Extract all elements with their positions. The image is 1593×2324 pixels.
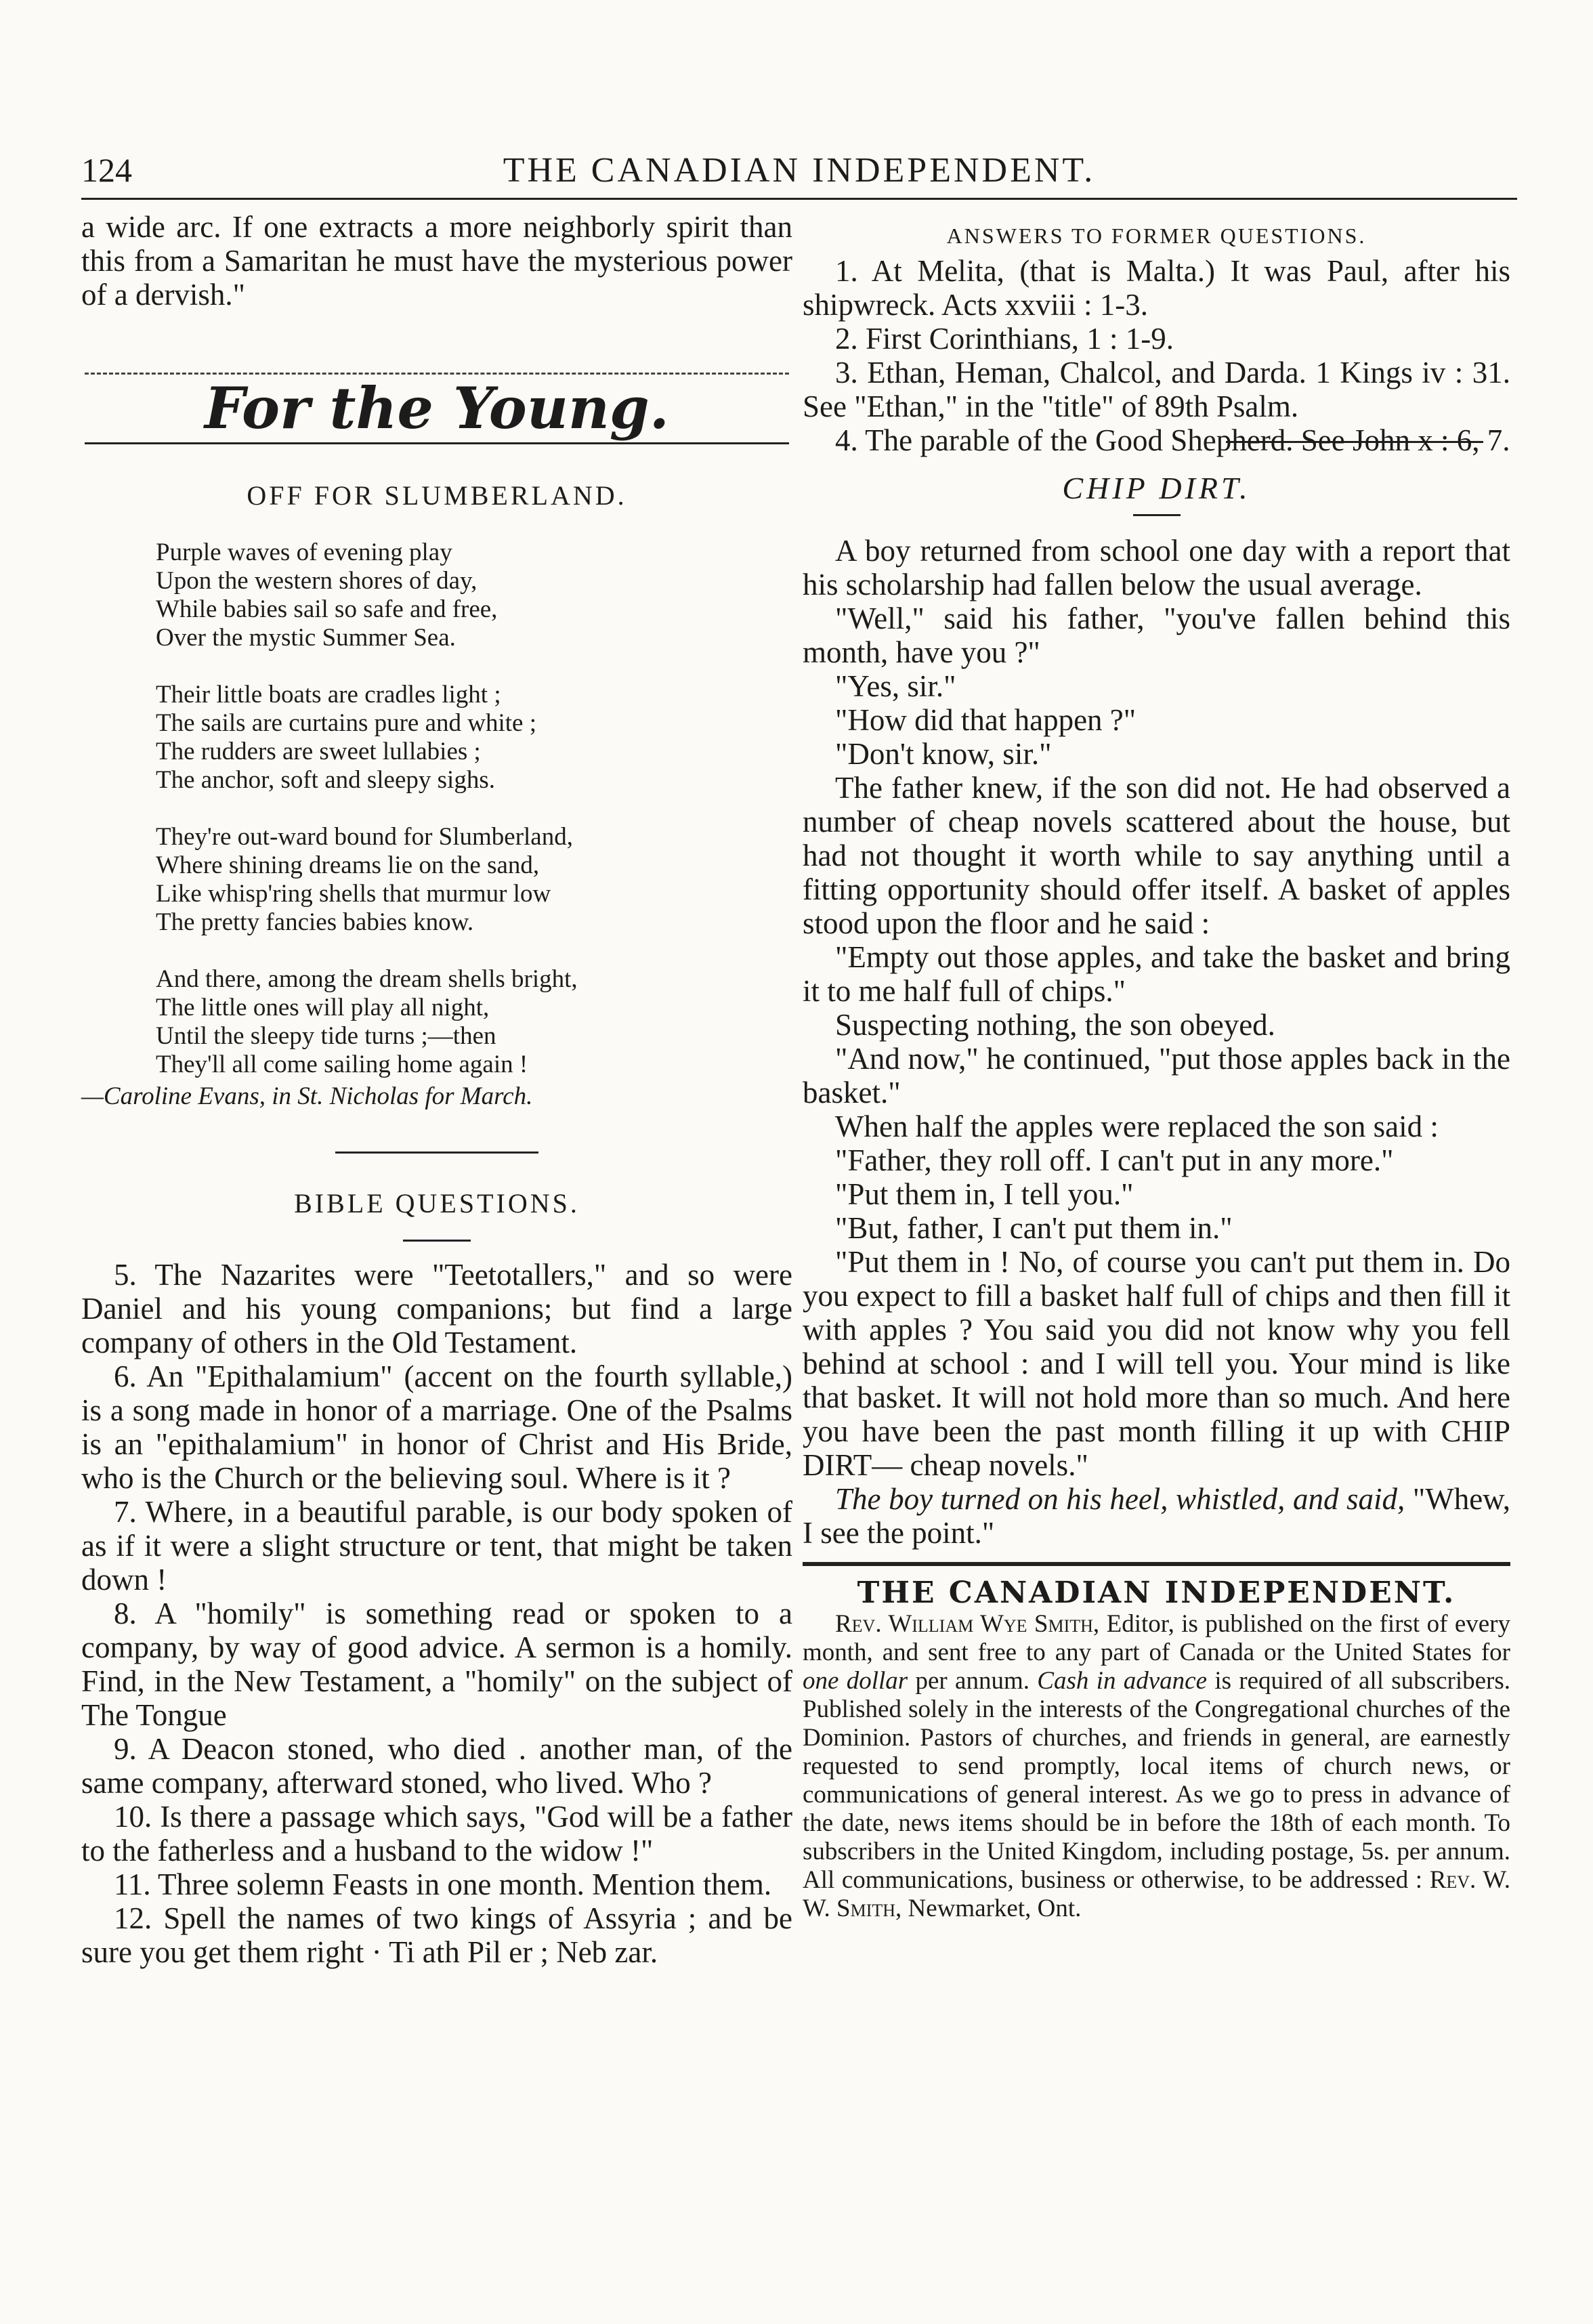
poem-line: They're out-ward bound for Slumberland, — [156, 823, 573, 851]
poem-line: And there, among the dream shells bright, — [156, 965, 578, 993]
bible-questions-title: BIBLE QUESTIONS. — [294, 1188, 580, 1219]
story-paragraph: "Well," said his father, "you've fallen behind this month, have you ?" — [803, 601, 1510, 669]
poem-line: While babies sail so safe and free, — [156, 595, 498, 623]
poem-line: Like whisp'ring shells that murmur low — [156, 880, 551, 908]
story-paragraph: "But, father, I can't put them in." — [835, 1211, 1233, 1245]
section-divider — [85, 442, 789, 444]
story-paragraph: "Father, they roll off. I can't put in any more." — [835, 1143, 1394, 1177]
left-column — [81, 210, 792, 1969]
answer-item: 2. First Corinthians, 1 : 1-9. — [835, 322, 1174, 356]
poem-line: The rudders are sweet lullabies ; — [156, 738, 481, 765]
story-closing-italic: The boy turned on his heel, whistled, and said, — [835, 1482, 1405, 1516]
poem-stanza — [156, 965, 792, 1079]
poem-attribution: —Caroline Evans, in St. Nicholas for March. — [81, 1082, 533, 1110]
answer-item: 1. At Melita, (that is Malta.) It was Paul, after his shipwreck. Acts xxviii : 1-3. — [803, 254, 1510, 322]
story-paragraph: "Put them in ! No, of course you can't put them in. Do you expect to fill a basket half full of chips and then fill it with apples ? You said you did not know why you fell behind at school : and I will tell you. Your mind is like that basket. It will not hold more than so much. And here you have been the past month filling it up with CHIP DIRT— cheap novels." — [803, 1245, 1510, 1482]
section-divider — [1133, 514, 1181, 516]
notice-text: per annum. — [908, 1667, 1038, 1695]
poem-line: Until the sleepy tide turns ;—then — [156, 1022, 496, 1050]
running-title: THE CANADIAN INDEPENDENT. — [503, 151, 1096, 190]
section-divider — [335, 1152, 538, 1154]
poem-stanza — [156, 681, 792, 795]
section-divider — [403, 1240, 471, 1242]
answer-item: 3. Ethan, Heman, Chalcol, and Darda. 1 Kings iv : 31. See "Ethan," in the "title" of 89th Psalm. — [803, 356, 1510, 423]
story-paragraph: The father knew, if the son did not. He had observed a number of cheap novels scattered about the house, but had not thought it worth while to say anything until a fitting opportunity should offer itself. A basket of apples stood upon the floor and he said : — [803, 771, 1510, 940]
notice-address-place: Newmarket, Ont. — [901, 1895, 1082, 1922]
chip-dirt-title: CHIP DIRT. — [1062, 471, 1251, 505]
notice-body — [803, 1610, 1510, 1923]
notice-price: one dollar — [803, 1667, 908, 1695]
poem-stanza — [156, 538, 792, 652]
story-paragraph: "How did that happen ?" — [835, 703, 1137, 737]
story-paragraph: "Don't know, sir." — [835, 737, 1052, 771]
notice-cash: Cash in advance — [1037, 1667, 1208, 1695]
answer-item: 4. The parable of the Good Shepherd. See John x : 6, 7. — [835, 423, 1510, 457]
story-paragraph: When half the apples were replaced the son said : — [835, 1110, 1439, 1143]
poem-line: Their little boats are cradles light ; — [156, 681, 501, 709]
poem-title: OFF FOR SLUMBERLAND. — [247, 480, 627, 511]
poem-line: The little ones will play all night, — [156, 994, 490, 1021]
bible-question: 8. A "homily" is something read or spoken to a company, by way of good advice. A sermon is a homily. Find, in the New Testament, a "homily" on the subject of The Tongue — [81, 1597, 792, 1732]
poem-line: The pretty fancies babies know. — [156, 908, 474, 936]
story-closing — [803, 1482, 1510, 1550]
poem-line: Purple waves of evening play — [156, 538, 452, 566]
poem-stanza — [156, 823, 792, 937]
poem-line: Upon the western shores of day, — [156, 567, 477, 595]
story-paragraph: "Yes, sir." — [835, 669, 956, 703]
notice-text: is required of all subscribers. Published solely in the interests of the Congregational churches of the Dominion. Pastors of churches, and friends in general, are earnestly requested to send promptly, local items of church news, or communications of general interest. As we go to press in advance of the date, news items should be in before the 18th of each month. To subscribers in the United Kingdom, including postage, 5s. per annum. All communications, business or otherwise, to be addressed : — [803, 1667, 1510, 1894]
poem-line: The anchor, soft and sleepy sighs. — [156, 766, 495, 794]
bible-question: 6. An "Epithalamium" (accent on the fourth syllable,) is a song made in honor of a marriage. One of the Psalms is an "epithalamium" in honor of Christ and His Bride, who is the Church or the believing soul. Where is it ? — [81, 1359, 792, 1495]
bible-question: 11. Three solemn Feasts in one month. Mention them. — [114, 1867, 772, 1901]
story-paragraph: "And now," he continued, "put those apples back in the basket." — [803, 1042, 1510, 1110]
editor-name: Rev. William Wye Smith, — [835, 1610, 1100, 1638]
header-rule — [81, 198, 1517, 200]
story-paragraph: A boy returned from school one day with a report that his scholarship had fallen below the usual average. — [803, 534, 1510, 601]
notice-address-name: Rev. W. W. Smith, — [803, 1866, 1510, 1922]
bible-question: 10. Is there a passage which says, "God will be a father to the fatherless and a husband to the widow !" — [81, 1800, 792, 1867]
poem-line: Where shining dreams lie on the sand, — [156, 851, 540, 879]
notice-text: Editor, is published on the first of every month, and sent free to any part of Canada or the United States for — [803, 1610, 1510, 1666]
story-closing-quote: "Whew, I see the point." — [803, 1482, 1510, 1550]
notice-title: THE CANADIAN INDEPENDENT. — [857, 1576, 1456, 1610]
bible-question: 5. The Nazarites were "Teetotallers," and so were Daniel and his young companions; but find a large company of others in the Old Testament. — [81, 1258, 792, 1359]
poem — [81, 538, 792, 1079]
bible-question: 7. Where, in a beautiful parable, is our body spoken of as if it were a slight structure or tent, that might be taken down ! — [81, 1495, 792, 1597]
intro-paragraph: a wide arc. If one extracts a more neighborly spirit than this from a Samaritan he must have the mysterious power of a dervish." — [81, 210, 792, 312]
right-column — [803, 210, 1510, 1923]
page-header — [81, 150, 1517, 198]
poem-line: They'll all come sailing home again ! — [156, 1051, 528, 1078]
bible-question: 9. A Deacon stoned, who died . another man, of the same company, afterward stoned, who lived. Who ? — [81, 1732, 792, 1800]
bible-question: 12. Spell the names of two kings of Assyria ; and be sure you get them right · Ti ath Pil er ; Neb zar. — [81, 1901, 792, 1969]
story-paragraph: Suspecting nothing, the son obeyed. — [835, 1008, 1275, 1042]
section-title: For the Young. — [205, 375, 669, 442]
poem-line: The sails are curtains pure and white ; — [156, 709, 536, 737]
story-paragraph: "Empty out those apples, and take the basket and bring it to me half full of chips." — [803, 940, 1510, 1008]
poem-line: Over the mystic Summer Sea. — [156, 624, 456, 652]
story-paragraph: "Put them in, I tell you." — [835, 1177, 1134, 1211]
page-number: 124 — [81, 151, 132, 189]
answers-title: ANSWERS TO FORMER QUESTIONS. — [946, 224, 1367, 248]
notice-divider — [803, 1562, 1510, 1566]
